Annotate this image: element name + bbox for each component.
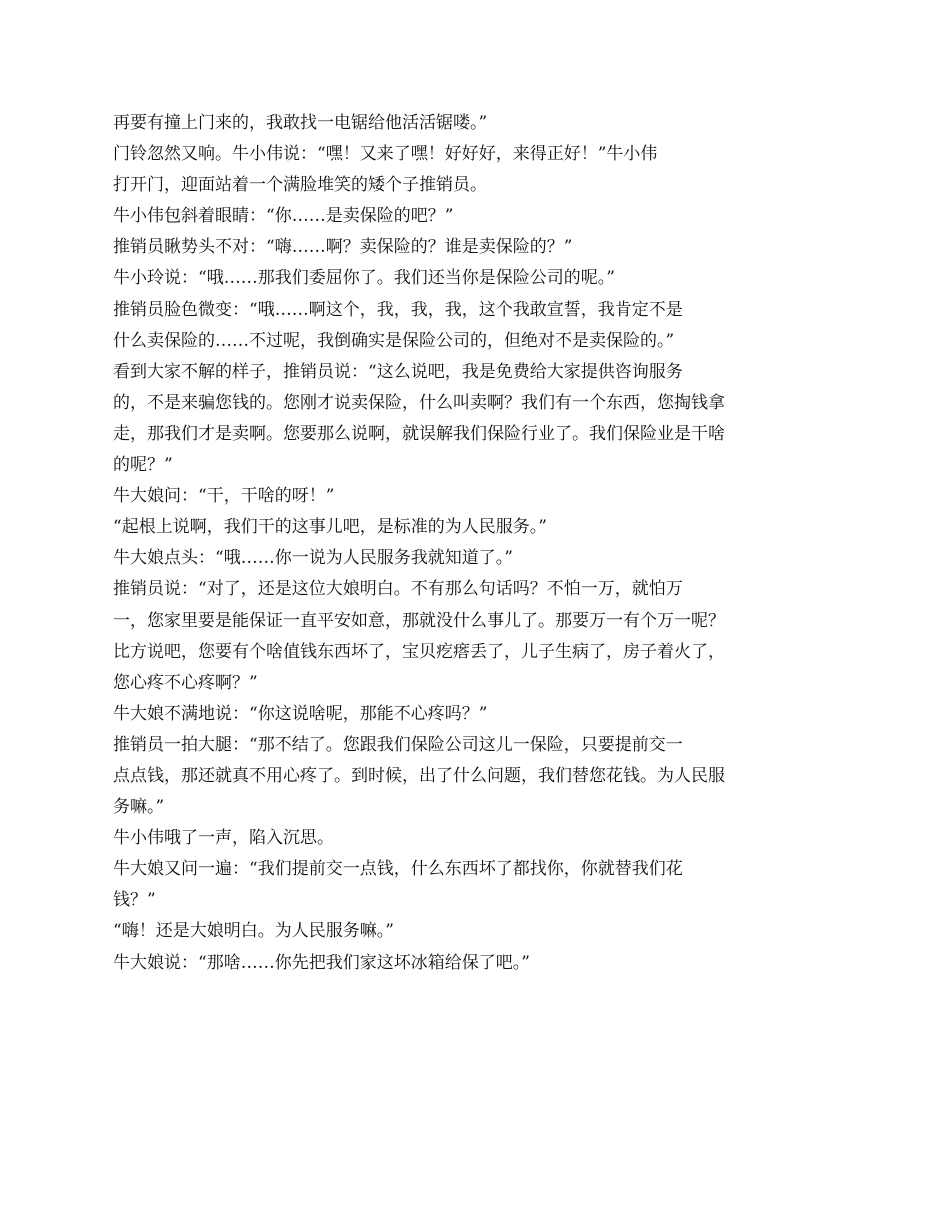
text-line: 比方说吧，您要有个啥值钱东西坏了，宝贝疙瘩丢了，儿子生病了，房子着火了， (113, 641, 725, 662)
text-line: 牛大娘说：“那啥……你先把我们家这坏冰箱给保了吧。” (113, 952, 530, 973)
text-line: 牛大娘又问一遍：“我们提前交一点钱，什么东西坏了都找你，你就替我们花 (113, 859, 683, 880)
text-line: 牛大娘问：“干，干啥的呀！” (113, 486, 335, 507)
text-line: 推销员瞅势头不对：“嗨……啊？卖保险的？谁是卖保险的？” (113, 237, 573, 258)
text-line: 牛小伟包斜着眼睛：“你……是卖保险的吧？” (113, 206, 454, 227)
text-line: 钱？” (113, 890, 156, 911)
text-line: 牛大娘不满地说：“你这说啥呢，那能不心疼吗？” (113, 703, 488, 724)
body-text (113, 108, 793, 979)
text-line: 打开门，迎面站着一个满脸堆笑的矮个子推销员。 (113, 175, 487, 196)
text-line: 推销员脸色微变：“哦……啊这个，我，我，我，这个我敢宣誓，我肯定不是 (113, 299, 683, 320)
text-line: 走，那我们才是卖啊。您要那么说啊，就误解我们保险行业了。我们保险业是干啥 (113, 423, 725, 444)
text-line: 点点钱，那还就真不用心疼了。到时候，出了什么问题，我们替您花钱。为人民服 (113, 765, 725, 786)
text-line: “起根上说啊，我们干的这事儿吧，是标准的为人民服务。” (113, 517, 547, 538)
text-line: 推销员一拍大腿：“那不结了。您跟我们保险公司这儿一保险，只要提前交一 (113, 734, 683, 755)
text-line: “嗨！还是大娘明白。为人民服务嘛。” (113, 921, 394, 942)
text-line: 牛大娘点头：“哦……你一说为人民服务我就知道了。” (113, 548, 513, 569)
text-line: 牛小玲说：“哦……那我们委屈你了。我们还当你是保险公司的呢。” (113, 268, 615, 289)
text-line: 什么卖保险的……不过呢，我倒确实是保险公司的，但绝对不是卖保险的。” (113, 330, 675, 351)
text-line: 再要有撞上门来的，我敢找一电锯给他活活锯喽。” (113, 113, 488, 133)
text-line: 的呢？” (113, 455, 173, 476)
text-line: 您心疼不心疼啊？” (113, 672, 258, 693)
text-line: 牛小伟哦了一声，陷入沉思。 (113, 828, 334, 849)
text-line: 的，不是来骗您钱的。您刚才说卖保险，什么叫卖啊？我们有一个东西，您掏钱拿 (113, 392, 725, 413)
text-line: 看到大家不解的样子，推销员说：“这么说吧，我是免费给大家提供咨询服务 (113, 361, 683, 382)
text-line: 一，您家里要是能保证一直平安如意，那就没什么事儿了。那要万一有个万一呢？ (113, 610, 725, 631)
text-line: 务嘛。” (113, 797, 165, 818)
text-line: 推销员说：“对了，还是这位大娘明白。不有那么句话吗？不怕一万，就怕万 (113, 579, 683, 600)
text-line: 门铃忽然又响。牛小伟说：“嘿！又来了嘿！好好好，来得正好！”牛小伟 (113, 144, 658, 165)
